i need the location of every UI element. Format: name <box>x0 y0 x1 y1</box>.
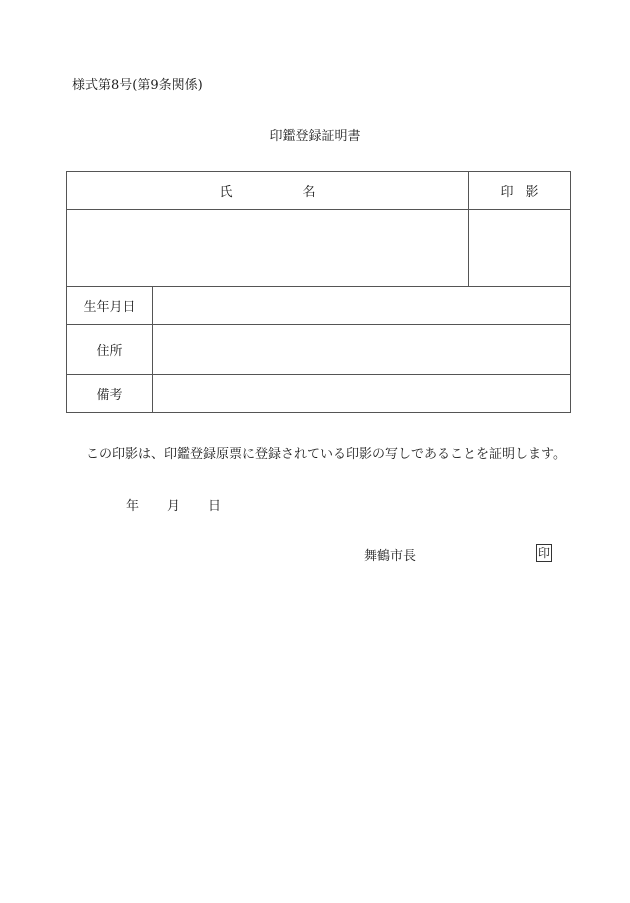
seal-stamp-mark: 印 <box>537 546 550 560</box>
document-title: 印鑑登録証明書 <box>269 129 361 144</box>
seal-header-label-2: 影 <box>525 185 539 201</box>
seal-header-cell <box>469 172 571 210</box>
name-header-cell <box>67 172 469 210</box>
day-label: 日 <box>208 499 222 514</box>
name-value-cell <box>67 210 469 287</box>
address-label: 住所 <box>67 324 153 374</box>
certification-statement: この印影は、印鑑登録原票に登録されている印影の写しであることを証明します。 <box>86 447 566 462</box>
notes-label: 備考 <box>67 374 153 412</box>
date-line <box>126 495 221 514</box>
seal-header-label-1: 印 <box>500 185 514 201</box>
month-label: 月 <box>167 499 181 514</box>
year-label: 年 <box>126 499 140 514</box>
form-number: 様式第8号(第9条関係) <box>72 78 203 93</box>
dob-label: 生年月日 <box>67 287 153 324</box>
name-header-label-2: 名 <box>302 185 316 201</box>
name-seal-row <box>67 210 571 287</box>
notes-value-cell <box>153 374 571 412</box>
notes-row <box>67 374 571 412</box>
certificate-table <box>66 171 571 413</box>
table-header-row <box>67 172 571 210</box>
seal-image-cell <box>469 210 571 287</box>
address-value-cell <box>153 324 571 374</box>
issuer-title: 舞鶴市長 <box>364 549 417 564</box>
dob-row <box>67 287 571 324</box>
address-row <box>67 324 571 374</box>
name-header-label-1: 氏 <box>219 185 233 201</box>
dob-value-cell <box>153 287 571 324</box>
